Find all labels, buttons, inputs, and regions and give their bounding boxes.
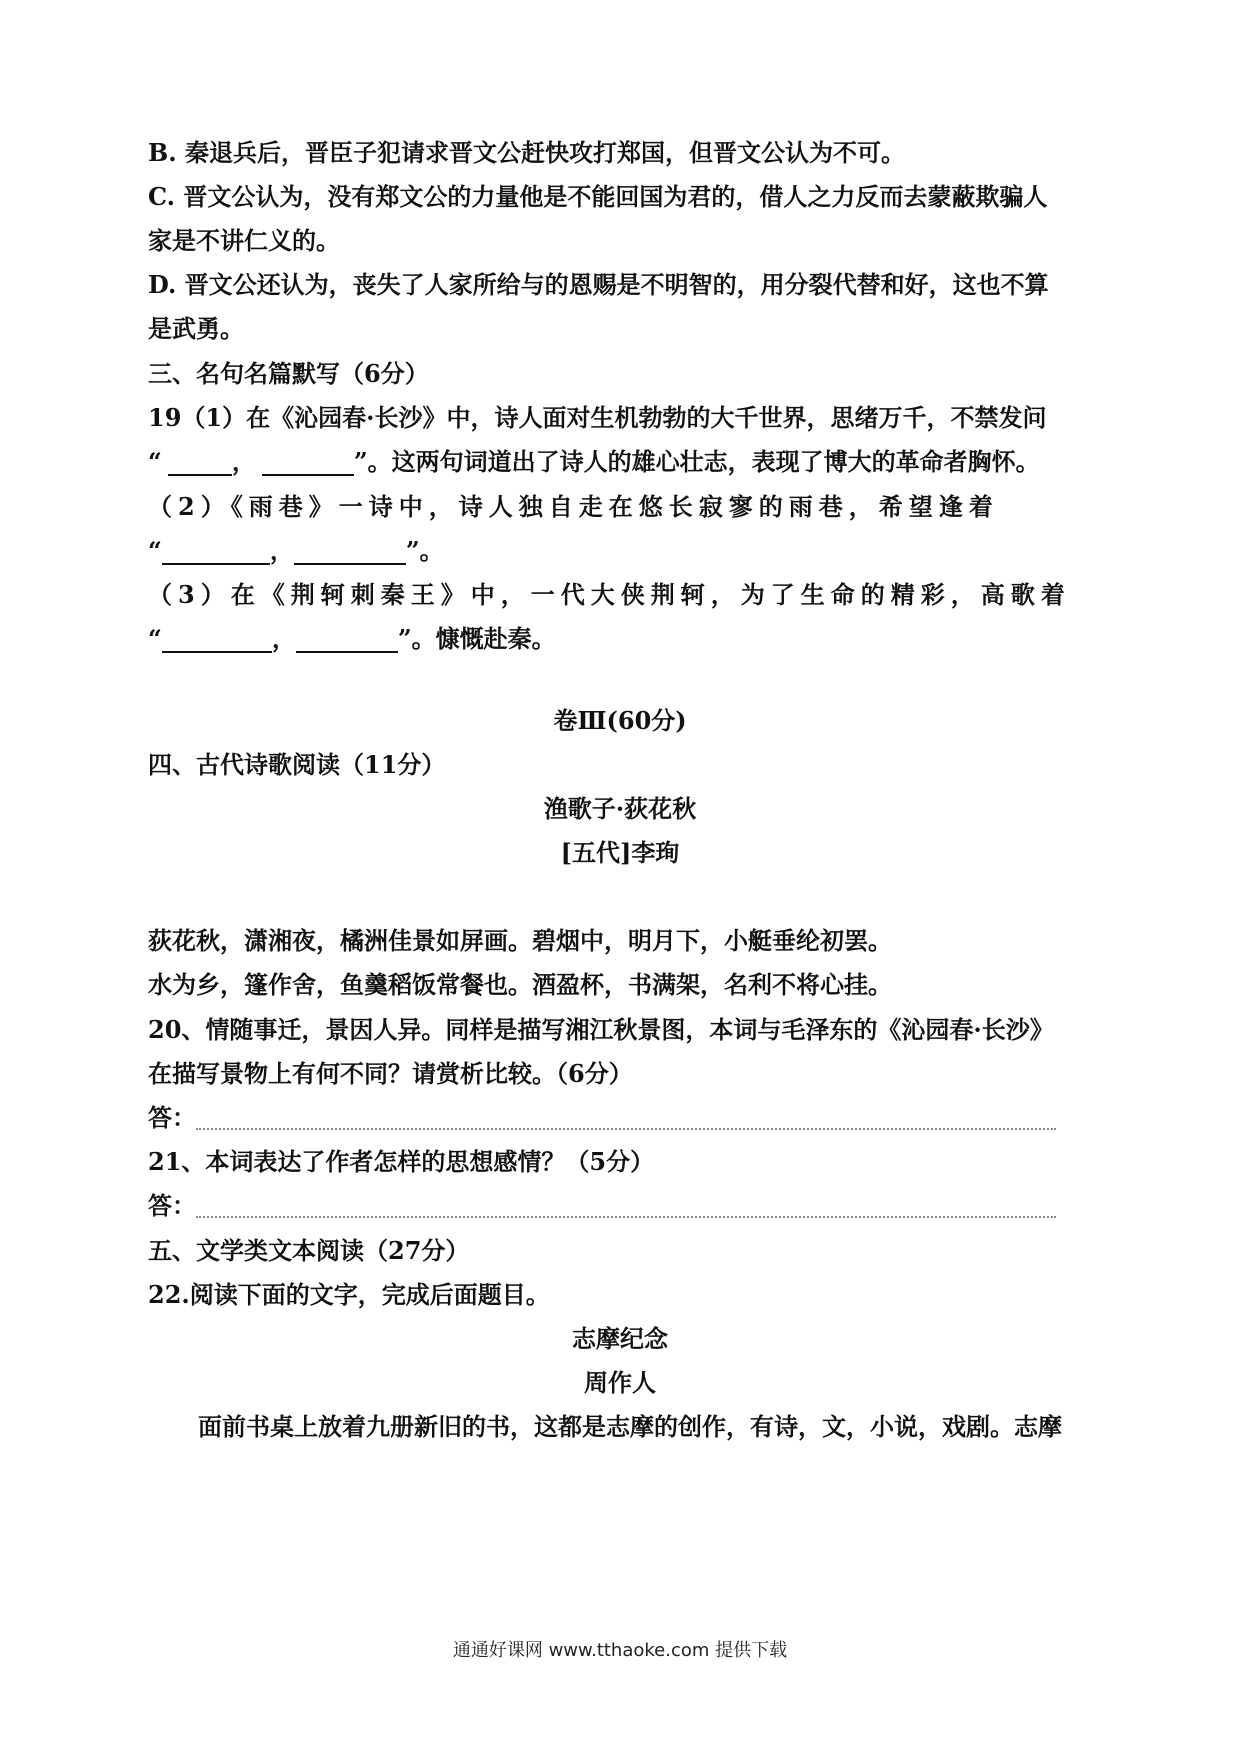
section-3-heading: 三、名句名篇默写（6分） <box>148 359 429 388</box>
answer-21 <box>148 1189 1108 1223</box>
option-d-line2: 是武勇。 <box>148 314 244 343</box>
answer-20 <box>148 1101 1108 1135</box>
answer-line[interactable] <box>196 1196 1056 1218</box>
answer-label: 答： <box>148 1191 196 1220</box>
question-19-part1-rest: ”。这两句词道出了诗人的雄心壮志，表现了博大的革命者胸怀。 <box>353 447 1040 476</box>
question-19-part3-blanks <box>148 622 1108 656</box>
poem-title: 渔歌子·荻花秋 <box>543 794 697 823</box>
quote-open: “ <box>148 536 162 565</box>
question-19-part2-blanks <box>148 534 1108 568</box>
comma: ， <box>271 624 296 653</box>
quote-close: ”。 <box>405 536 444 565</box>
quote-open: “ <box>148 447 162 476</box>
option-c-line2: 家是不讲仁义的。 <box>148 226 340 255</box>
question-20-line1: 20、情随事迁，景因人异。同样是描写湘江秋景图，本词与毛泽东的《沁园春·长沙》 <box>148 1015 1054 1044</box>
answer-blank[interactable] <box>168 448 232 476</box>
comma: ， <box>231 447 256 476</box>
essay-author: 周作人 <box>584 1368 656 1397</box>
volume-3-heading: 卷Ⅲ(60分) <box>553 706 687 735</box>
section-5-heading: 五、文学类文本阅读（27分） <box>148 1236 470 1265</box>
question-19-part2: （2）《雨巷》一诗中，诗人独自走在悠长寂寥的雨巷，希望逢着 <box>148 492 999 521</box>
question-22: 22.阅读下面的文字，完成后面题目。 <box>148 1280 550 1309</box>
question-19-intro: 19（1）在《沁园春·长沙》中，诗人面对生机勃勃的大千世界，思绪万千，不禁发问 <box>148 403 1047 432</box>
question-20-line2: 在描写景物上有何不同？请赏析比较。（6分） <box>148 1059 633 1088</box>
page-footer: 通通好课网 www.tthaoke.com 提供下载 <box>452 1640 788 1661</box>
option-b: B. 秦退兵后，晋臣子犯请求晋文公赶快攻打郑国，但晋文公认为不可。 <box>148 138 905 167</box>
question-19-part1-blanks <box>148 445 1108 479</box>
answer-blank[interactable] <box>162 537 270 565</box>
essay-paragraph-1: 面前书桌上放着九册新旧的书，这都是志摩的创作，有诗，文，小说，戏剧。志摩 <box>198 1412 1062 1441</box>
quote-close: ”。慷慨赴秦。 <box>397 624 556 653</box>
answer-label: 答： <box>148 1103 196 1132</box>
question-21: 21、本词表达了作者怎样的思想感情？（5分） <box>148 1147 655 1176</box>
answer-blank[interactable] <box>296 625 398 653</box>
answer-blank[interactable] <box>262 448 354 476</box>
section-4-heading: 四、古代诗歌阅读（11分） <box>148 750 446 779</box>
essay-title: 志摩纪念 <box>572 1324 668 1353</box>
poem-line-1: 荻花秋，潇湘夜，橘洲佳景如屏画。碧烟中，明月下，小艇垂纶初罢。 <box>148 926 892 955</box>
comma: ， <box>269 536 294 565</box>
answer-line[interactable] <box>196 1108 1056 1130</box>
question-19-part3: （3）在《荆轲刺秦王》中，一代大侠荆轲，为了生命的精彩，高歌着 <box>148 580 1071 609</box>
option-c-line1: C. 晋文公认为，没有郑文公的力量他是不能回国为君的，借人之力反而去蒙蔽欺骗人 <box>148 182 1048 211</box>
option-d-line1: D. 晋文公还认为，丧失了人家所给与的恩赐是不明智的，用分裂代替和好，这也不算 <box>148 270 1049 299</box>
poem-author: [五代]李珣 <box>560 838 680 867</box>
poem-line-2: 水为乡，篷作舍，鱼羹稻饭常餐也。酒盈杯，书满架，名利不将心挂。 <box>148 970 892 999</box>
answer-blank[interactable] <box>162 625 272 653</box>
answer-blank[interactable] <box>294 537 406 565</box>
quote-open: “ <box>148 624 162 653</box>
